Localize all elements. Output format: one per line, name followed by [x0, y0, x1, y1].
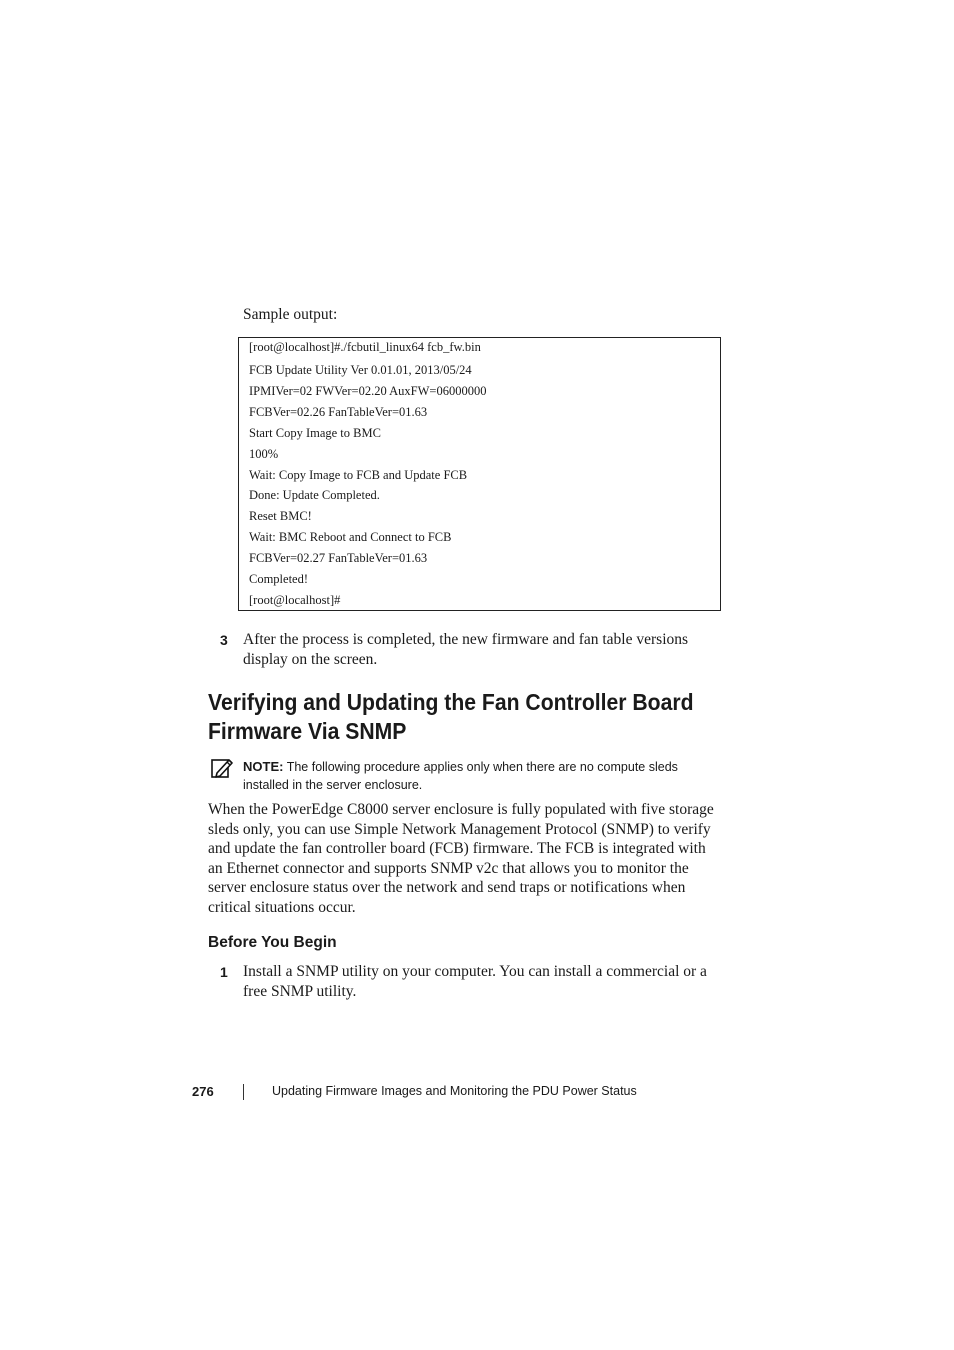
step-text: After the process is completed, the new firmware and fan table versions display on the screen.	[243, 631, 689, 668]
output-line: IPMIVer=02 FWVer=02.20 AuxFW=06000000	[249, 384, 487, 398]
pencil-note-icon	[211, 757, 233, 779]
sample-output-label: Sample output:	[243, 306, 338, 323]
sub-heading: Before You Begin	[208, 934, 337, 951]
output-line: Wait: BMC Reboot and Connect to FCB	[249, 530, 452, 544]
output-line: Done: Update Completed.	[249, 488, 380, 502]
section-heading: Verifying and Updating the Fan Controller Board Firmware Via SNMP	[208, 689, 694, 744]
footer-chapter-title: Updating Firmware Images and Monitoring the PDU Power Status	[272, 1084, 637, 1098]
output-line: Start Copy Image to BMC	[249, 426, 381, 440]
footer-separator	[243, 1084, 244, 1100]
step-number: 1	[220, 964, 228, 980]
output-line: FCBVer=02.27 FanTableVer=01.63	[249, 551, 428, 565]
step-number: 3	[220, 632, 228, 648]
output-line: FCB Update Utility Ver 0.01.01, 2013/05/24	[249, 363, 472, 377]
output-line: [root@localhost]#	[249, 593, 341, 607]
note-label: NOTE:	[243, 759, 284, 774]
output-line: FCBVer=02.26 FanTableVer=01.63	[249, 405, 428, 419]
page-number: 276	[192, 1084, 214, 1099]
body-paragraph: When the PowerEdge C8000 server enclosure is fully populated with five storage sleds only, you can use Simple Network Management Protocol (SNMP) to verify and update the fan controller board (FCB) firmware. The FCB is integrated with an Ethernet connector and supports SNMP v2c that allows you to monitor the server enclosure status over the network and send traps or notifications when critical situations occur.	[208, 801, 714, 916]
output-line: [root@localhost]#./fcbutil_linux64 fcb_fw.bin	[249, 340, 481, 354]
note-text	[243, 758, 723, 794]
output-line: Reset BMC!	[249, 509, 312, 523]
sample-output-box	[238, 337, 721, 611]
output-line: Completed!	[249, 572, 309, 586]
note-body: The following procedure applies only when there are no compute sleds installed in the server enclosure.	[243, 760, 678, 792]
step-text: Install a SNMP utility on your computer. You can install a commercial or a free SNMP utility.	[243, 963, 707, 1000]
output-line: 100%	[249, 447, 279, 461]
output-line: Wait: Copy Image to FCB and Update FCB	[249, 468, 468, 482]
